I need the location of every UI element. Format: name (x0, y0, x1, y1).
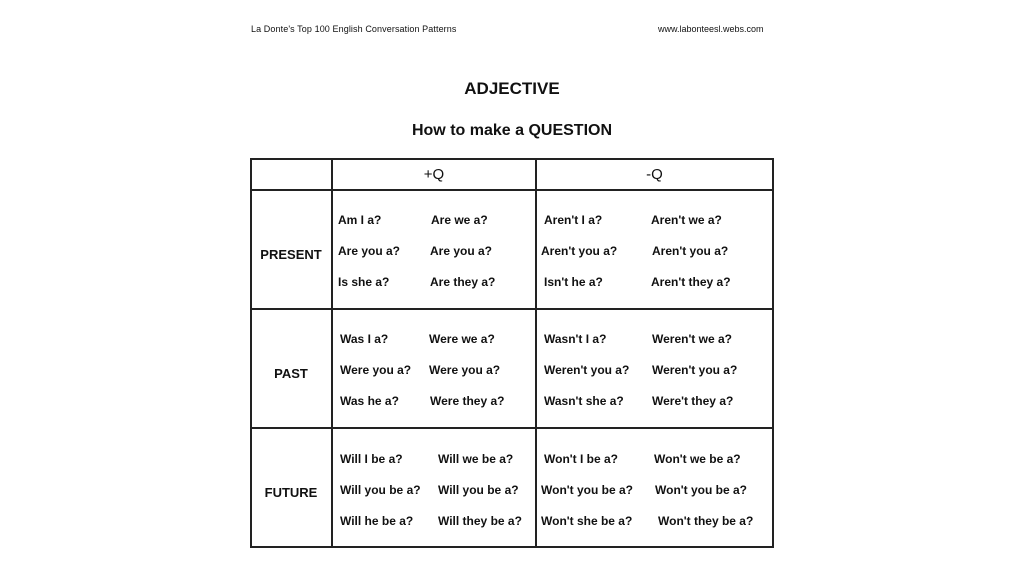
table-cell: Wasn't she a? (544, 394, 624, 408)
table-col-divider (535, 158, 537, 548)
table-cell: Won't you be a? (655, 483, 747, 497)
table-cell: Were they a? (430, 394, 505, 408)
table-cell: Isn't he a? (544, 275, 603, 289)
table-cell: Wasn't I a? (544, 332, 607, 346)
table-cell: Will he be a? (340, 514, 414, 528)
table-cell: Weren't we a? (652, 332, 732, 346)
table-cell: Are we a? (431, 213, 488, 227)
row-label-future: FUTURE (264, 485, 318, 500)
table-border-top (250, 158, 774, 160)
table-cell: Will they be a? (438, 514, 522, 528)
table-cell: Will we be a? (438, 452, 514, 466)
table-cell: Aren't you a? (541, 244, 618, 258)
table-cell: Weren't you a? (544, 363, 630, 377)
table-cell: Were you a? (340, 363, 412, 377)
row-label-present: PRESENT (260, 247, 322, 262)
table-cell: Were we a? (429, 332, 495, 346)
table-cell: Won't they be a? (658, 514, 754, 528)
table-cell: Will you be a? (340, 483, 421, 497)
table-cell: Was he a? (340, 394, 399, 408)
table-header-divider (250, 189, 774, 191)
table-cell: Won't you be a? (541, 483, 633, 497)
table-cell: Will you be a? (438, 483, 519, 497)
table-cell: Is she a? (338, 275, 390, 289)
column-header-negative: -Q (646, 166, 663, 183)
table-cell: Are you a? (338, 244, 401, 258)
table-cell: Aren't I a? (544, 213, 603, 227)
header-website-text: www.labonteesl.webs.com (658, 24, 764, 34)
table-cell: Are you a? (430, 244, 493, 258)
table-cell: Was I a? (340, 332, 389, 346)
row-label-past: PAST (274, 366, 308, 381)
table-cell: Were you a? (429, 363, 501, 377)
table-row-divider (250, 427, 774, 429)
table-border-right (772, 158, 774, 548)
table-cell: Won't I be a? (544, 452, 618, 466)
table-cell: Aren't we a? (651, 213, 722, 227)
table-cell: Am I a? (338, 213, 382, 227)
table-cell: Won't she be a? (541, 514, 633, 528)
page-subtitle: How to make a QUESTION (411, 122, 613, 139)
table-cell: Were't they a? (652, 394, 734, 408)
table-cell: Won't we be a? (654, 452, 741, 466)
table-row-divider (250, 308, 774, 310)
table-border-bottom (250, 546, 774, 548)
table-cell: Will I be a? (340, 452, 403, 466)
table-cell: Aren't you a? (652, 244, 729, 258)
table-cell: Are they a? (430, 275, 496, 289)
question-table (250, 158, 774, 548)
column-header-positive: +Q (423, 166, 445, 183)
header-left-text: La Donte's Top 100 English Conversation Patterns (251, 24, 457, 34)
table-cell: Weren't you a? (652, 363, 738, 377)
table-cell: Aren't they a? (651, 275, 731, 289)
page-title: ADJECTIVE (464, 79, 560, 98)
